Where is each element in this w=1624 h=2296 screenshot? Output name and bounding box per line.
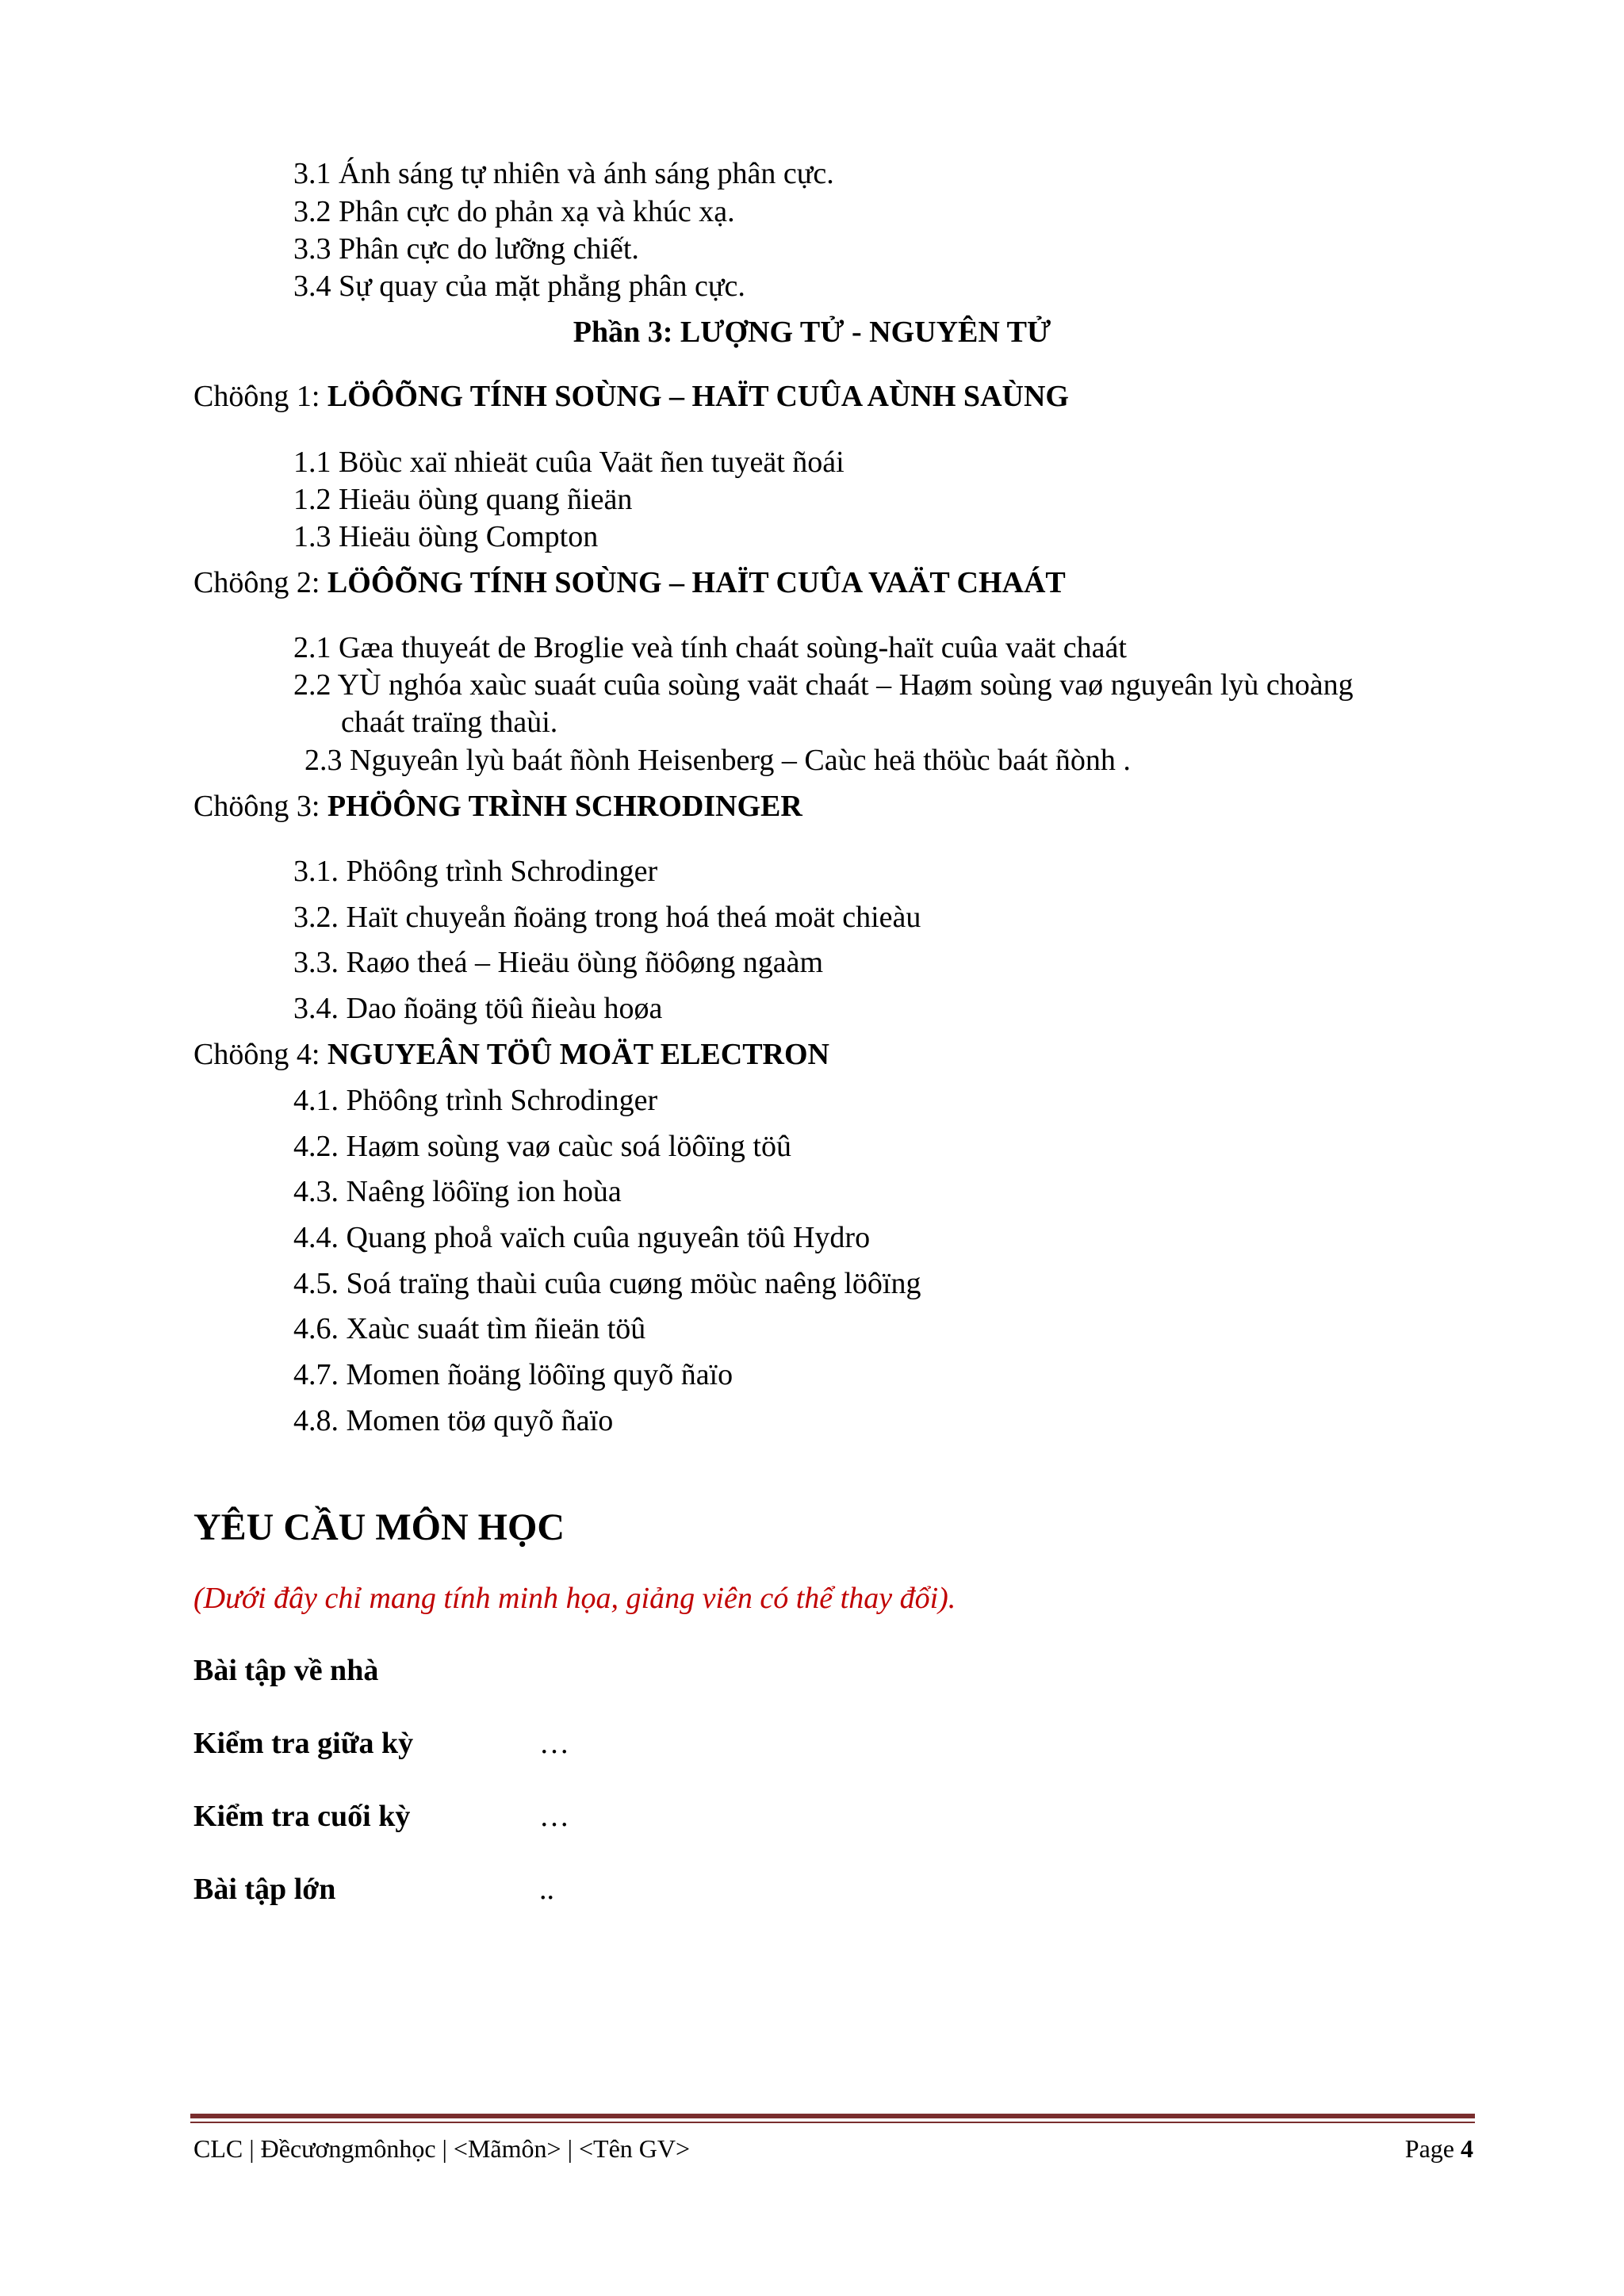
list-item: 4.3. Naêng löôïng ion hoùa bbox=[293, 1175, 622, 1208]
page-number-value: 4 bbox=[1461, 2134, 1473, 2163]
part-title: Phần 3: LƯỢNG TỬ - NGUYÊN TỬ bbox=[573, 316, 1051, 349]
chapter-label: Chöông 3 bbox=[193, 790, 312, 823]
list-item: 3.1. Phöông trình Schrodinger bbox=[293, 855, 658, 888]
chapter-title: NGUYEÂN TÖÛ MOÄT ELECTRON bbox=[327, 1038, 829, 1071]
list-item: 3.3 Phân cực do lưỡng chiết. bbox=[293, 232, 639, 266]
list-item: 1.1 Böùc xaï nhieät cuûa Vaät ñen tuyeät ñoái bbox=[293, 446, 845, 479]
chapter-label: Chöông 2 bbox=[193, 566, 312, 599]
requirement-label: Bài tập lớn bbox=[193, 1873, 336, 1906]
chapter-title: LÖÔÕNG TÍNH SOÙNG – HAÏT CUÛA AÙNH SAÙNG bbox=[327, 380, 1069, 413]
page-number bbox=[1405, 2133, 1473, 2164]
chapter-sep: : bbox=[311, 566, 327, 599]
chapter-heading bbox=[193, 788, 802, 825]
chapter-label: Chöông 1 bbox=[193, 380, 312, 413]
chapter-sep: : bbox=[311, 380, 327, 413]
list-item: 4.7. Momen ñoäng löôïng quyõ ñaïo bbox=[293, 1358, 733, 1391]
list-item: 1.2 Hieäu öùng quang ñieän bbox=[293, 483, 633, 516]
list-item: 4.6. Xaùc suaát tìm ñieän töû bbox=[293, 1312, 646, 1345]
list-item: 2.3 Nguyeân lyù baát ñònh Heisenberg – Caùc heä thöùc baát ñònh . bbox=[304, 744, 1131, 777]
requirement-label: Kiểm tra giữa kỳ bbox=[193, 1727, 414, 1760]
list-item: 1.3 Hieäu öùng Compton bbox=[293, 520, 599, 553]
section-heading: YÊU CẦU MÔN HỌC bbox=[193, 1506, 565, 1548]
list-item: 4.4. Quang phoå vaïch cuûa nguyeân töû Hydro bbox=[293, 1221, 871, 1254]
list-item: chaát traïng thaùi. bbox=[341, 706, 558, 739]
list-item: 3.1 Ánh sáng tự nhiên và ánh sáng phân cực. bbox=[293, 157, 834, 190]
page-label: Page bbox=[1404, 2134, 1461, 2163]
list-item: 4.2. Haøm soùng vaø caùc soá löôïng töû bbox=[293, 1130, 791, 1163]
chapter-title: PHÖÔNG TRÌNH SCHRODINGER bbox=[327, 790, 802, 823]
chapter-heading bbox=[193, 378, 1069, 415]
chapter-label: Chöông 4 bbox=[193, 1038, 312, 1071]
requirement-label: Bài tập về nhà bbox=[193, 1654, 379, 1687]
footer-rule bbox=[190, 2114, 1475, 2118]
section-note: (Dưới đây chỉ mang tính minh họa, giảng viên có thể thay đổi). bbox=[193, 1582, 956, 1615]
list-item: 3.4 Sự quay của mặt phẳng phân cực. bbox=[293, 270, 745, 303]
requirement-value: .. bbox=[539, 1873, 554, 1906]
requirement-value: … bbox=[539, 1800, 569, 1833]
footer-rule-thin bbox=[190, 2122, 1475, 2123]
chapter-title: LÖÔÕNG TÍNH SOÙNG – HAÏT CUÛA VAÄT CHAÁT bbox=[327, 566, 1066, 599]
list-item: 2.2 YÙ nghóa xaùc suaát cuûa soùng vaät chaát – Haøm soùng vaø nguyeân lyù choàng bbox=[293, 668, 1354, 702]
list-item: 4.1. Phöông trình Schrodinger bbox=[293, 1084, 658, 1117]
chapter-sep: : bbox=[311, 790, 327, 823]
list-item: 3.4. Dao ñoäng töû ñieàu hoøa bbox=[293, 992, 663, 1025]
chapter-sep: : bbox=[311, 1038, 327, 1071]
chapter-heading bbox=[193, 564, 1066, 601]
list-item: 4.5. Soá traïng thaùi cuûa cuøng möùc naêng löôïng bbox=[293, 1267, 921, 1300]
footer-text: CLC | Đềcươngmônhọc | <Mãmôn> | <Tên GV> bbox=[193, 2134, 691, 2163]
list-item: 3.2. Haït chuyeån ñoäng trong hoá theá moät chieàu bbox=[293, 901, 921, 934]
list-item: 4.8. Momen töø quyõ ñaïo bbox=[293, 1404, 614, 1437]
chapter-heading bbox=[193, 1036, 829, 1073]
requirement-value: … bbox=[539, 1727, 569, 1760]
list-item: 3.3. Raøo theá – Hieäu öùng ñöôøng ngaàm bbox=[293, 946, 824, 979]
list-item: 2.1 Gæa thuyeát de Broglie veà tính chaát soùng-haït cuûa vaät chaát bbox=[293, 631, 1127, 664]
requirement-label: Kiểm tra cuối kỳ bbox=[193, 1800, 411, 1833]
list-item: 3.2 Phân cực do phản xạ và khúc xạ. bbox=[293, 195, 735, 228]
